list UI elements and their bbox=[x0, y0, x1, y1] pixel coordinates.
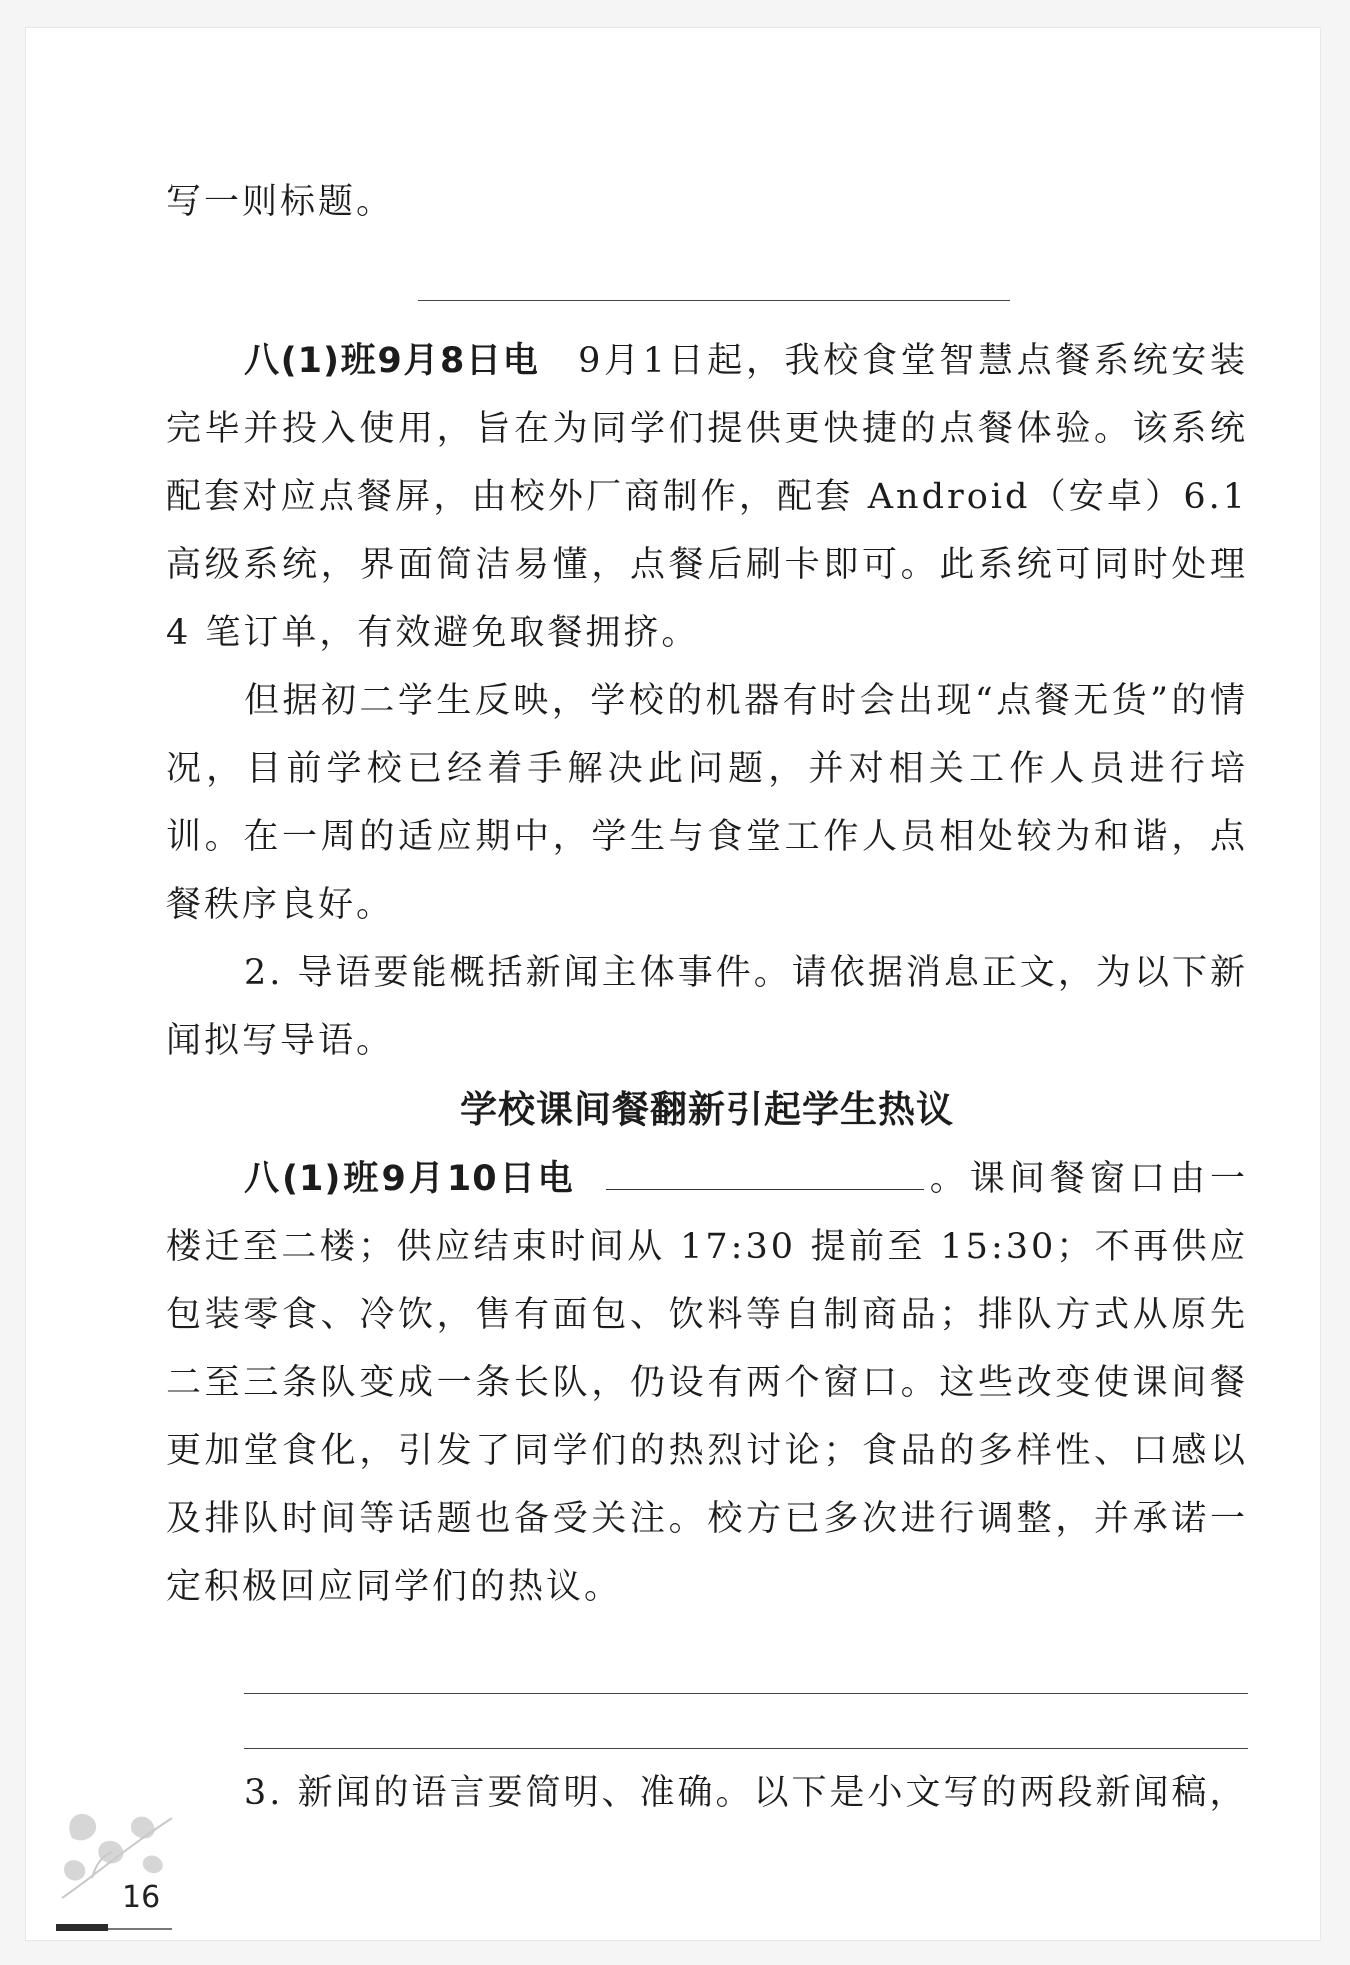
leaf-ornament-icon bbox=[52, 1798, 182, 1908]
spacer bbox=[166, 1749, 1248, 1759]
page-content bbox=[166, 168, 1248, 1827]
textbook-page bbox=[26, 28, 1320, 1940]
news1-para1 bbox=[166, 327, 1248, 667]
page-number: 16 bbox=[122, 1880, 161, 1915]
question-3: 3. 新闻的语言要简明、准确。以下是小文写的两段新闻稿， bbox=[244, 1773, 1248, 1813]
answer-line-2[interactable] bbox=[244, 1710, 1248, 1749]
answer-line-1[interactable] bbox=[244, 1655, 1248, 1694]
title-answer-line[interactable] bbox=[418, 262, 1010, 301]
news1-para1-text: 9月1日起，我校食堂智慧点餐系统安装完毕并投入使用，旨在为同学们提供更快捷的点餐体验。该系统配套对应点餐屏，由校外厂商制作，配套 Android（安卓）6.1 高级系统，界面简洁易懂，点餐后刷卡即可。此系统可同时处理 4 笔订单，有效避免取餐拥挤。 bbox=[166, 341, 1248, 653]
footer-bar bbox=[56, 1924, 108, 1931]
intro-tail: 写一则标题。 bbox=[166, 182, 395, 222]
footer-rule bbox=[108, 1928, 172, 1930]
spacer bbox=[166, 1621, 1248, 1655]
question-2: 2. 导语要能概括新闻主体事件。请依据消息正文，为以下新闻拟写导语。 bbox=[166, 953, 1248, 1061]
news2-headline: 学校课间餐翻新引起学生热议 bbox=[460, 1088, 954, 1131]
news2-body bbox=[166, 1145, 1248, 1621]
news2-dateline: 八(1)班9月10日电 bbox=[244, 1159, 576, 1199]
news1-dateline: 八(1)班9月8日电 bbox=[244, 341, 540, 381]
news2-body-text: 。课间餐窗口由一楼迁至二楼；供应结束时间从 17:30 提前至 15:30；不再供应包装零食、冷饮，售有面包、饮料等自制商品；排队方式从原先二至三条队变成一条长队，仍设有两个窗口。这些改变使课间餐更加堂食化，引发了同学们的热烈讨论；食品的多样性、口感以及排队时间等话题也备受关注。校方已多次进行调整，并承诺一定积极回应同学们的热议。 bbox=[166, 1159, 1248, 1607]
news1-para2: 但据初二学生反映，学校的机器有时会出现“点餐无货”的情况，目前学校已经着手解决此问题，并对相关工作人员进行培训。在一周的适应期中，学生与食堂工作人员相处较为和谐，点餐秩序良好。 bbox=[166, 681, 1248, 925]
lead-answer-blank[interactable] bbox=[606, 1159, 924, 1190]
